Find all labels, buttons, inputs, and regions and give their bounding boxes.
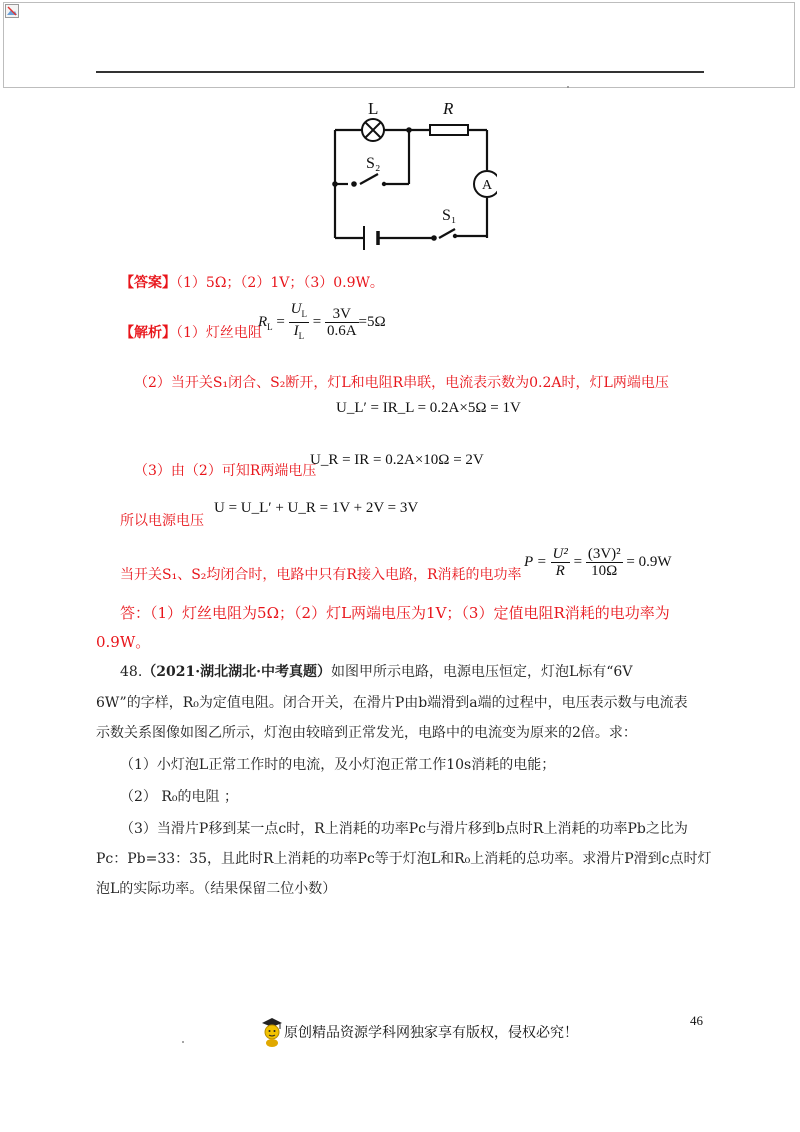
analysis-step4: 所以电源电压 xyxy=(120,513,204,529)
equation-5: P = $\frac{\text{U²}}{R}$ = $\frac{\text{(3V)²}}{10\Omega}$ = 0.9W xyxy=(524,546,672,579)
q48-line1 xyxy=(120,663,632,681)
eq5-den2: 10Ω xyxy=(591,563,618,579)
ammeter-label: A xyxy=(482,178,493,193)
conclusion-line1: 答：（1）灯丝电阻为5Ω；（2）灯L两端电压为1V；（3）定值电阻R消耗的电功率为 xyxy=(120,604,670,622)
eq1-den2: 0.6A xyxy=(326,323,357,339)
eq1-num2: 3V xyxy=(325,306,359,323)
eq1-lhs: R xyxy=(258,313,268,330)
answer-tag: 【答案】 xyxy=(120,275,176,291)
switch2-contact xyxy=(382,182,386,186)
eq5-result: = 0.9W xyxy=(626,553,672,570)
q48-source: （2021·湖北湖北·中考真题） xyxy=(142,664,331,680)
resistor-symbol xyxy=(430,125,468,135)
q48-item3-line1: （3）当滑片P移到某一点c时，R上消耗的功率Pc与滑片移到b点时R上消耗的功率Pb之比为 xyxy=(120,821,688,837)
eq5-lhs: P = xyxy=(524,553,547,570)
answer-text: （1）5Ω；（2）1V；（3）0.9W。 xyxy=(176,275,384,291)
switch2-contact xyxy=(351,181,357,187)
footer xyxy=(260,1016,578,1048)
header-rule xyxy=(96,71,704,73)
eq1-den-var: I xyxy=(293,323,299,339)
junction-dot xyxy=(406,127,412,133)
switch1-label: S₁ xyxy=(442,207,457,224)
eq5-num: U² xyxy=(552,546,568,562)
resistor-label: R xyxy=(443,99,454,118)
eq1-frac2 xyxy=(325,306,359,339)
broken-image-icon xyxy=(5,4,19,18)
scan-dot xyxy=(182,1041,184,1043)
analysis-step5: 当开关S₁、S₂均闭合时，电路中只有R接入电路，R消耗的电功率 xyxy=(120,567,522,583)
header-frame xyxy=(3,2,795,88)
lamp-symbol xyxy=(362,119,384,141)
switch1-contact xyxy=(431,235,437,241)
switch2-label: S₂ xyxy=(366,155,381,172)
equation-1: $R_L$ = $\frac{U_L}{I_L}$ = $\frac{3V}{0.6A}$ =5Ω xyxy=(258,301,386,344)
eq1-num-var: U xyxy=(290,301,302,317)
eq1-den-sub: L xyxy=(298,331,305,341)
analysis-step1-text: （1）灯丝电阻 xyxy=(176,325,262,341)
circuit-diagram xyxy=(322,98,497,250)
eq1-result: =5Ω xyxy=(358,313,386,330)
eq5-frac1 xyxy=(551,546,570,579)
mascot-logo-icon xyxy=(260,1016,284,1048)
q48-line2: 6W”的字样，R₀为定值电阻。闭合开关，在滑片P由b端滑到a端的过程中，电压表示数与电流表 xyxy=(96,695,688,711)
eq5-num2: (3V)² xyxy=(587,546,621,562)
switch1-contact xyxy=(453,234,457,238)
q48-line1-text: 如图甲所示电路，电源电压恒定，灯泡L标有“6V xyxy=(330,664,633,680)
analysis-step3: （3）由（2）可知R两端电压 xyxy=(134,463,317,479)
q48-line3: 示数关系图像如图乙所示，灯泡由较暗到正常发光，电路中的电流变为原来的2倍。求： xyxy=(96,725,637,741)
q48-item1: （1）小灯泡L正常工作时的电流，及小灯泡正常工作10s消耗的电能； xyxy=(120,757,556,773)
q48-item3-line3: 泡L的实际功率。（结果保留二位小数） xyxy=(96,881,337,897)
equation-4: U = U_L′ + U_R = 1V + 2V = 3V xyxy=(214,500,419,516)
eq5-frac2 xyxy=(586,546,623,579)
eq5-den: R xyxy=(555,563,565,579)
equation-3: U_R = IR = 0.2A×10Ω = 2V xyxy=(310,452,484,468)
eq1-frac1 xyxy=(289,301,309,344)
page-number: 46 xyxy=(690,1013,703,1028)
analysis-step2: （2）当开关S₁闭合、S₂断开，灯L和电阻R串联，电流表示数为0.2A时，灯L两端电压 xyxy=(134,375,669,391)
analysis-tag: 【解析】 xyxy=(120,325,176,341)
battery-symbol xyxy=(364,226,378,250)
conclusion-line2: 0.9W。 xyxy=(96,633,151,651)
q48-number: 48. xyxy=(120,664,143,680)
scan-dot xyxy=(567,86,569,88)
eq1-num-sub: L xyxy=(301,309,307,319)
equation-2: U_L′ = IR_L = 0.2A×5Ω = 1V xyxy=(336,400,521,416)
answer-line xyxy=(120,274,384,292)
q48-item2: （2） R₀的电阻 ； xyxy=(120,789,238,805)
copyright-text: 原创精品资源学科网独家享有版权，侵权必究！ xyxy=(284,1025,578,1041)
analysis-step1 xyxy=(120,324,262,342)
eq1-lhs-sub: L xyxy=(267,321,273,332)
lamp-label: L xyxy=(368,99,379,118)
q48-item3-line2: Pc：Pb=33：35，且此时R上消耗的功率Pc等于灯泡L和R₀上消耗的总功率。求滑片P滑到c点时灯 xyxy=(96,851,712,867)
junction-dot xyxy=(332,181,338,187)
